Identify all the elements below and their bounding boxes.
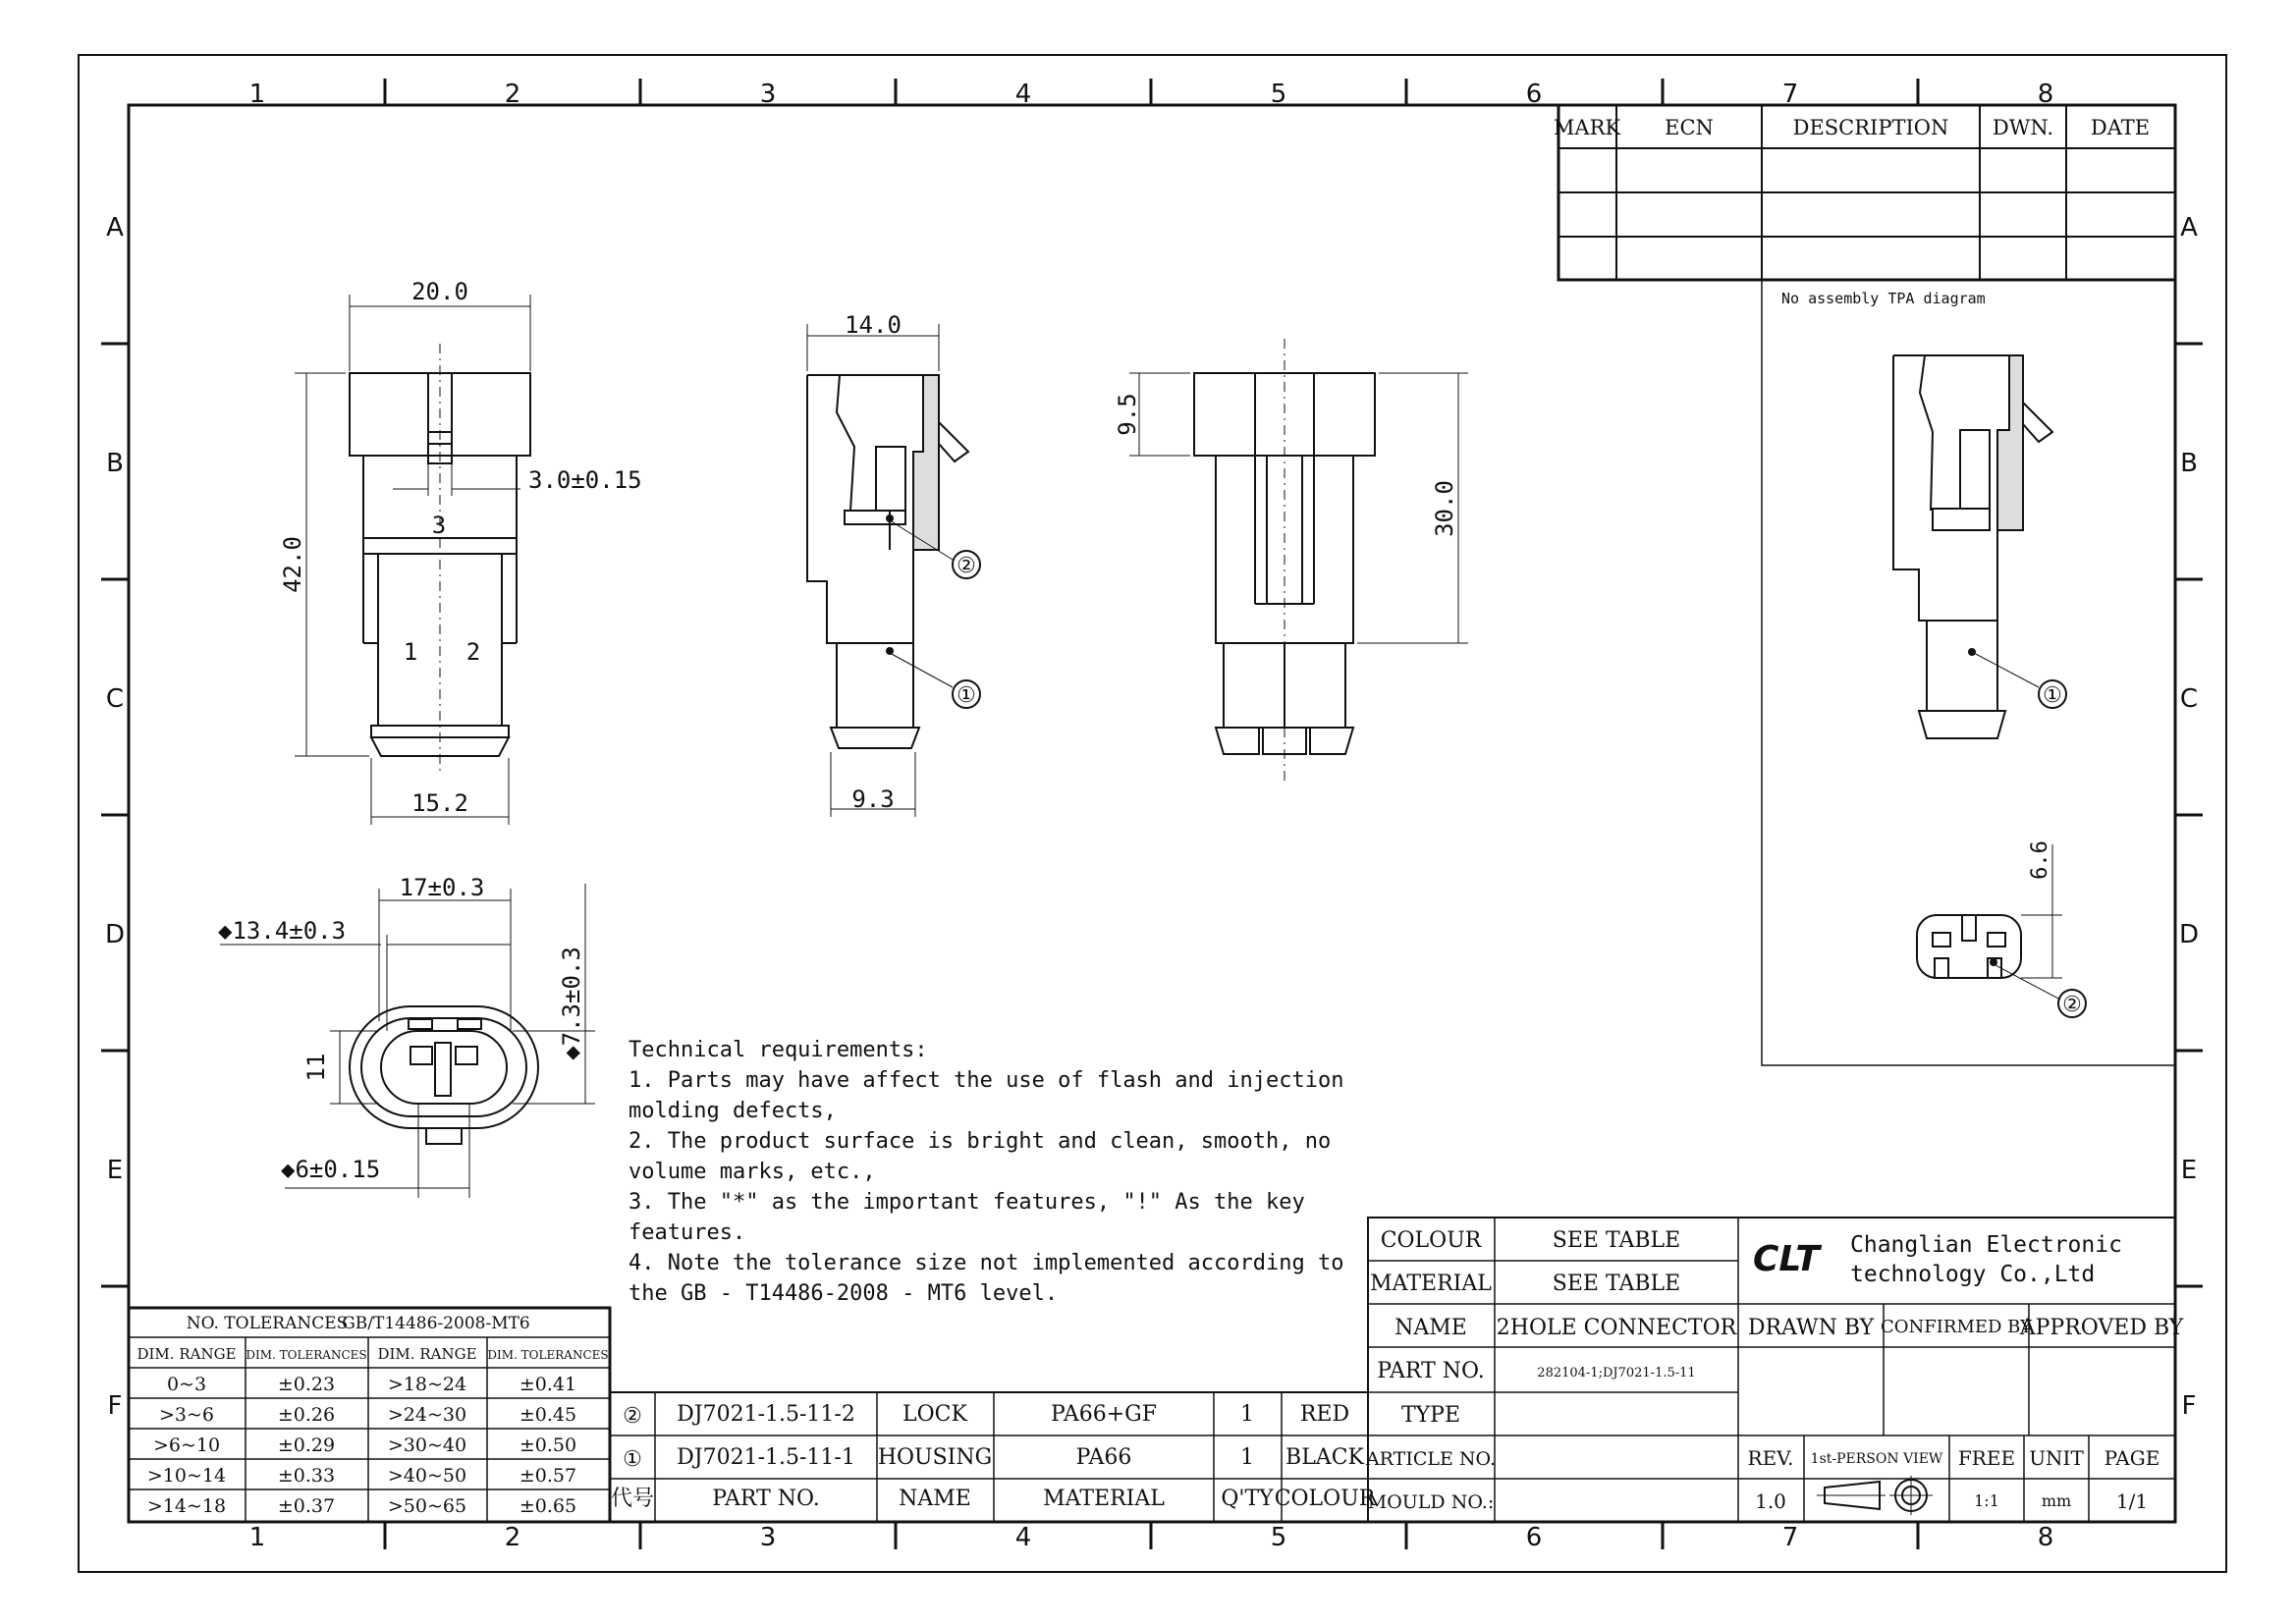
zone-col-7-top: 7 xyxy=(1781,80,1799,109)
zone-row-e-right: E xyxy=(2180,1156,2198,1185)
zone-col-4-top: 4 xyxy=(1014,80,1032,109)
front-view xyxy=(295,295,530,825)
req-line-4: volume marks, etc., xyxy=(629,1160,876,1184)
tol-cell: >40~50 xyxy=(387,1465,467,1487)
tb-rev-label: REV. xyxy=(1747,1446,1794,1470)
tol-cell: ±0.33 xyxy=(277,1465,336,1487)
bom-row-1-name: HOUSING xyxy=(877,1445,993,1470)
tb-unit-value: mm xyxy=(2041,1491,2072,1510)
zone-col-8-bottom: 8 xyxy=(2037,1523,2054,1552)
zone-col-7-bottom: 7 xyxy=(1781,1523,1799,1552)
dim-tpa: 6.6 xyxy=(2028,840,2052,880)
zone-col-6-top: 6 xyxy=(1525,80,1543,109)
company-logo: CLT xyxy=(1753,1239,1820,1279)
tb-unit-label: UNIT xyxy=(2029,1446,2084,1470)
tol-header-tol-2: DIM. TOLERANCES xyxy=(487,1348,609,1362)
tb-article-label: ARTICLE NO. xyxy=(1365,1448,1497,1470)
bom-row-2-name: LOCK xyxy=(902,1402,967,1427)
bom-row-2-no: ② xyxy=(623,1404,642,1429)
dim-front-slot: 3.0±0.15 xyxy=(528,466,642,494)
req-line-5: 3. The "*" as the important features, "!" As the key xyxy=(629,1190,1305,1215)
req-line-1: 1. Parts may have affect the use of flash and injection xyxy=(629,1068,1344,1093)
front-label-3: 3 xyxy=(431,512,447,539)
tb-confirmed-by: CONFIRMED BY xyxy=(1881,1317,2032,1337)
req-line-7: 4. Note the tolerance size not implemented according to xyxy=(629,1251,1344,1275)
tol-cell: >10~14 xyxy=(146,1465,227,1487)
zone-col-1-top: 1 xyxy=(248,80,266,109)
rev-header-mark: MARK xyxy=(1553,116,1621,139)
tpa-note: No assembly TPA diagram xyxy=(1781,290,1986,307)
front-label-2: 2 xyxy=(465,638,481,666)
zone-row-d-left: D xyxy=(104,920,126,949)
zone-row-b-left: B xyxy=(106,449,124,478)
zone-col-2-bottom: 2 xyxy=(504,1523,521,1552)
tol-cell: >24~30 xyxy=(387,1404,467,1426)
bom-row-1-qty: 1 xyxy=(1240,1445,1254,1470)
bom-row-1-part: DJ7021-1.5-11-1 xyxy=(677,1445,855,1470)
dim-end-diamond-b: ◆7.3±0.3 xyxy=(558,947,585,1060)
tb-colour-label: COLOUR xyxy=(1380,1228,1482,1253)
tb-page-value: 1/1 xyxy=(2115,1489,2149,1513)
tol-cell: ±0.65 xyxy=(519,1495,577,1517)
tb-page-label: PAGE xyxy=(2104,1446,2160,1470)
tb-name-value: 2HOLE CONNECTOR xyxy=(1496,1316,1737,1340)
revision-table xyxy=(1554,105,2175,280)
tol-header-range-1: DIM. RANGE xyxy=(137,1345,237,1363)
zone-col-4-bottom: 4 xyxy=(1014,1523,1032,1552)
tol-cell: ±0.50 xyxy=(519,1435,577,1456)
dim-right-top: 9.5 xyxy=(1114,393,1141,436)
tb-drawn-by: DRAWN BY xyxy=(1747,1316,1875,1340)
tol-title-left: NO. TOLERANCES xyxy=(186,1314,349,1333)
projection-symbol-icon xyxy=(1817,1476,1933,1515)
bom-header-qty: Q'TY xyxy=(1221,1487,1274,1511)
zone-row-a-left: A xyxy=(106,213,124,243)
tpa-callout-2: ② xyxy=(2062,993,2082,1017)
tol-cell: 0~3 xyxy=(166,1374,207,1395)
zone-col-5-bottom: 5 xyxy=(1270,1523,1287,1552)
tol-cell: ±0.57 xyxy=(519,1465,577,1487)
tol-cell: >3~6 xyxy=(158,1404,215,1426)
zone-col-5-top: 5 xyxy=(1270,80,1287,109)
tb-colour-value: SEE TABLE xyxy=(1552,1228,1681,1253)
zone-col-8-top: 8 xyxy=(2037,80,2054,109)
front-label-1: 1 xyxy=(403,638,418,666)
dim-side-width: 14.0 xyxy=(845,311,902,339)
tb-free-value: 1:1 xyxy=(1974,1491,1999,1510)
dim-front-bottom: 15.2 xyxy=(411,789,468,817)
tb-material-label: MATERIAL xyxy=(1370,1272,1492,1296)
zone-col-6-bottom: 6 xyxy=(1525,1523,1543,1552)
tb-name-label: NAME xyxy=(1394,1316,1467,1340)
zone-row-d-right: D xyxy=(2178,920,2200,949)
tol-cell: ±0.37 xyxy=(277,1495,336,1517)
tb-mould-label: MOULD NO.: xyxy=(1367,1491,1495,1513)
zone-row-a-right: A xyxy=(2180,213,2198,243)
bom-row-2-colour: RED xyxy=(1299,1402,1350,1427)
side-callout-2: ② xyxy=(957,554,976,578)
dim-end-outer: 17±0.3 xyxy=(399,874,485,901)
tb-partno-value: 282104-1;DJ7021-1.5-11 xyxy=(1537,1366,1696,1380)
tb-view-label: 1st-PERSON VIEW xyxy=(1810,1451,1943,1467)
bom-row-1-no: ① xyxy=(623,1447,642,1472)
dim-end-pin: ◆6±0.15 xyxy=(281,1156,381,1183)
bom-row-1-material: PA66 xyxy=(1075,1445,1132,1470)
zone-row-b-right: B xyxy=(2180,449,2198,478)
right-view xyxy=(1129,339,1468,785)
tol-cell: >14~18 xyxy=(146,1495,227,1517)
tol-cell: ±0.45 xyxy=(519,1404,577,1426)
bom-header-material: MATERIAL xyxy=(1043,1487,1165,1511)
zone-row-e-left: E xyxy=(106,1156,124,1185)
tolerance-table xyxy=(129,1308,610,1522)
zone-col-1-bottom: 1 xyxy=(248,1523,266,1552)
req-line-2: molding defects, xyxy=(629,1099,837,1123)
bom-header-no: 代号 xyxy=(610,1487,655,1511)
zone-col-3-top: 3 xyxy=(759,80,777,109)
rev-header-dwn: DWN. xyxy=(1992,116,2054,139)
tol-cell: ±0.23 xyxy=(277,1374,336,1395)
bom-table xyxy=(610,1392,1377,1522)
tpa-panel xyxy=(1762,280,2175,1065)
tol-header-range-2: DIM. RANGE xyxy=(377,1345,477,1363)
side-callout-1: ① xyxy=(957,683,976,708)
tb-approved-by: APPROVED BY xyxy=(2019,1316,2184,1340)
tol-title-right: GB/T14486-2008-MT6 xyxy=(342,1314,530,1333)
company-name-line1: Changlian Electronic xyxy=(1850,1232,2122,1258)
tpa-callout-1: ① xyxy=(2043,683,2062,708)
tol-cell: ±0.29 xyxy=(277,1435,336,1456)
req-line-6: features. xyxy=(629,1220,746,1245)
tb-partno-label: PART NO. xyxy=(1377,1359,1485,1383)
tb-type-label: TYPE xyxy=(1400,1403,1461,1428)
title-block xyxy=(1365,1218,2184,1522)
bom-row-2-material: PA66+GF xyxy=(1051,1402,1157,1427)
side-view xyxy=(807,324,980,817)
zone-row-f-left: F xyxy=(107,1391,123,1421)
bom-header-name: NAME xyxy=(899,1487,971,1511)
dim-front-height: 42.0 xyxy=(279,536,306,593)
technical-requirements xyxy=(629,1038,1343,1306)
tol-cell: ±0.41 xyxy=(519,1374,577,1395)
dim-side-bottom: 9.3 xyxy=(851,785,895,813)
dim-right-height: 30.0 xyxy=(1431,480,1458,537)
bom-row-2-qty: 1 xyxy=(1240,1402,1254,1427)
tol-cell: >6~10 xyxy=(152,1435,221,1456)
bom-row-2-part: DJ7021-1.5-11-2 xyxy=(677,1402,855,1427)
zone-row-c-right: C xyxy=(2179,684,2199,714)
zone-row-f-right: F xyxy=(2181,1391,2197,1421)
req-line-0: Technical requirements: xyxy=(629,1038,928,1062)
tol-cell: >18~24 xyxy=(387,1374,467,1395)
company-name-line2: technology Co.,Ltd xyxy=(1850,1262,2096,1287)
tb-rev-value: 1.0 xyxy=(1755,1489,1786,1513)
tol-cell: ±0.26 xyxy=(277,1404,336,1426)
rev-header-date: DATE xyxy=(2090,116,2151,139)
dim-end-height: 11 xyxy=(302,1053,330,1082)
req-line-3: 2. The product surface is bright and clean, smooth, no xyxy=(629,1129,1332,1154)
rev-header-ecn: ECN xyxy=(1665,116,1714,139)
rev-header-description: DESCRIPTION xyxy=(1792,116,1949,139)
tol-cell: >50~65 xyxy=(387,1495,467,1517)
tol-header-tol-1: DIM. TOLERANCES xyxy=(246,1348,367,1362)
zone-col-2-top: 2 xyxy=(504,80,521,109)
bom-header-part: PART NO. xyxy=(712,1487,820,1511)
tb-material-value: SEE TABLE xyxy=(1552,1272,1681,1296)
tb-free-label: FREE xyxy=(1957,1446,2016,1470)
tol-cell: >30~40 xyxy=(387,1435,467,1456)
zone-col-3-bottom: 3 xyxy=(759,1523,777,1552)
dim-end-diamond-a: ◆13.4±0.3 xyxy=(218,917,347,945)
bom-row-1-colour: BLACK xyxy=(1285,1445,1364,1470)
req-line-8: the GB - T14486-2008 - MT6 level. xyxy=(629,1281,1059,1306)
zone-row-c-left: C xyxy=(105,684,125,714)
bom-header-colour: COLOUR xyxy=(1274,1487,1376,1511)
dim-front-width: 20.0 xyxy=(411,278,468,305)
